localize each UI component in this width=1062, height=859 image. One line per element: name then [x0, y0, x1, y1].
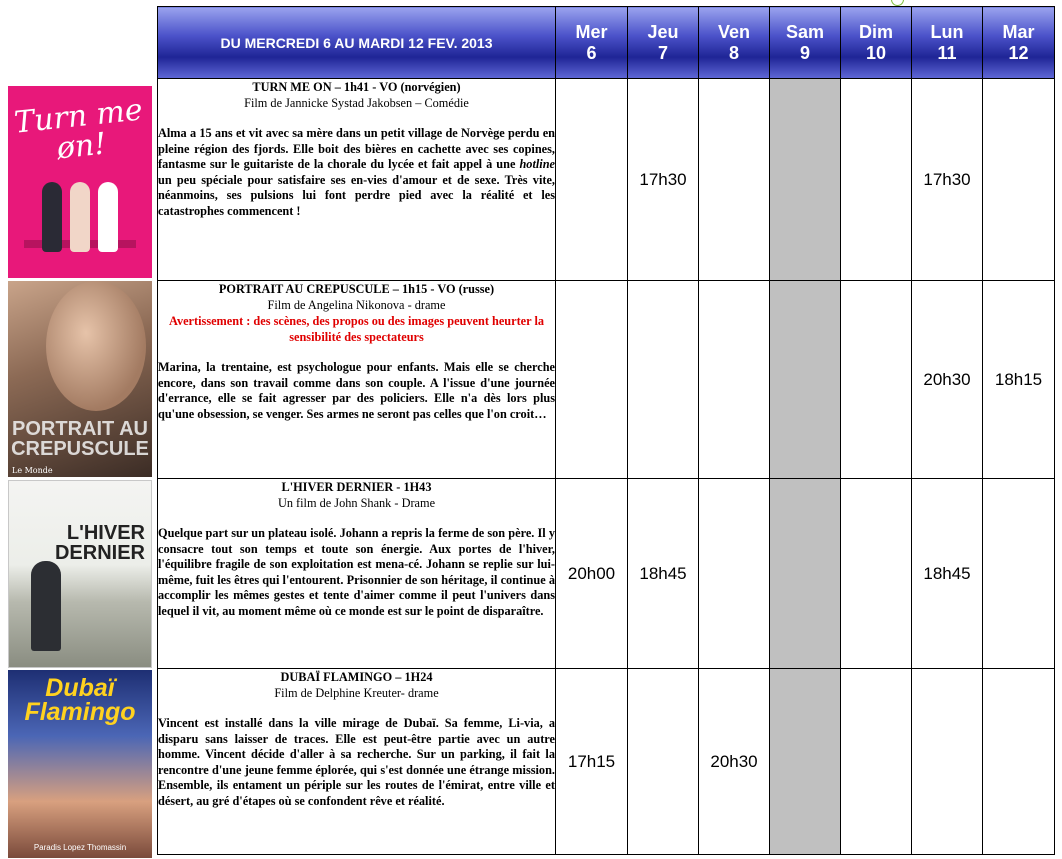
- film-title: L'HIVER DERNIER - 1H43: [281, 480, 432, 494]
- showtime-cell[interactable]: [699, 281, 770, 479]
- film-title: DUBAÏ FLAMINGO – 1H24: [280, 670, 433, 684]
- film-row: [158, 669, 1055, 855]
- showtime-cell[interactable]: [628, 281, 699, 479]
- film-info-cell: [158, 669, 556, 855]
- day-header-thu: Jeu 7: [628, 7, 699, 79]
- showtime-cell[interactable]: [556, 79, 628, 281]
- film-info-cell: [158, 79, 556, 281]
- showtime-cell[interactable]: 20h00: [556, 479, 628, 669]
- period-heading: DU MERCREDI 6 AU MARDI 12 FEV. 2013: [158, 7, 556, 79]
- showtime-cell[interactable]: 18h45: [628, 479, 699, 669]
- showtime-cell-saturday: [770, 281, 841, 479]
- showtime-cell[interactable]: [912, 669, 983, 855]
- day-header-tue: Mar 12: [983, 7, 1055, 79]
- showtime-cell[interactable]: [628, 669, 699, 855]
- header-row: [158, 7, 1055, 79]
- poster-title-text: PORTRAIT AU CREPUSCULE: [11, 418, 149, 460]
- film-synopsis: Marina, la trentaine, est psychologue pour enfants. Mais elle se cherche encore, dans son travail comme dans son couple. A l'issue d'une journée d'errance, elle se fait agresser par des policiers. Elle n'a dès lors plus qu'une obsession, se venger. Ses armes ne seront pas celles que l'on croit…: [158, 360, 555, 421]
- film-credit: Film de Angelina Nikonova - drame: [267, 298, 446, 312]
- day-header-fri: Ven 8: [699, 7, 770, 79]
- film-info-cell: [158, 479, 556, 669]
- film-title: PORTRAIT AU CREPUSCULE – 1h15 - VO (russe): [218, 282, 495, 296]
- showtime-cell[interactable]: 17h30: [912, 79, 983, 281]
- showtime-cell[interactable]: [699, 79, 770, 281]
- showtime-cell[interactable]: [983, 669, 1055, 855]
- day-header-sat: Sam 9: [770, 7, 841, 79]
- poster-figure-shape: [70, 182, 90, 252]
- film-credit: Un film de John Shank - Drame: [277, 496, 436, 510]
- showtime-cell[interactable]: 20h30: [912, 281, 983, 479]
- showtime-cell[interactable]: 17h15: [556, 669, 628, 855]
- film-info-cell: [158, 281, 556, 479]
- showtime-cell[interactable]: [841, 79, 912, 281]
- poster-figure-shape: [31, 561, 61, 651]
- film-synopsis: Quelque part sur un plateau isolé. Johann a repris la ferme de son père. Il y consacre tout son temps et toute son énergie. Aux portes de l'hiver, l'équilibre fragile de son exploitation est mena-cé. Johann se replie sur lui-même, fuit les êtres qui l'entourent. Prisonnier de son héritage, il continue à accomplir les mêmes gestes et tente d'aimer comme il peut l'univers dans lequel il vit, au moment même où ce monde est sur le point de disparaître.: [158, 526, 555, 618]
- poster-brand-text: Le Monde: [12, 466, 53, 475]
- showtime-cell[interactable]: 20h30: [699, 669, 770, 855]
- film-credit: Film de Delphine Kreuter- drame: [274, 686, 439, 700]
- showtime-cell[interactable]: 18h15: [983, 281, 1055, 479]
- film-title: TURN ME ON – 1h41 - VO (norvégien): [252, 80, 461, 94]
- poster-turn-me-on[interactable]: [8, 86, 152, 278]
- poster-figure-shape: [42, 182, 62, 252]
- poster-credits-text: Paradis Lopez Thomassin: [33, 843, 127, 852]
- poster-portrait-au-crepuscule[interactable]: [8, 281, 152, 477]
- showtime-cell-saturday: [770, 669, 841, 855]
- poster-figure-shape: [98, 182, 118, 252]
- showtime-cell[interactable]: [556, 281, 628, 479]
- film-row: [158, 281, 1055, 479]
- film-row: [158, 479, 1055, 669]
- posters-column: [0, 0, 157, 859]
- poster-title-text: Dubaï Flamingo: [24, 674, 136, 726]
- showtime-cell[interactable]: [841, 479, 912, 669]
- showtime-cell[interactable]: [983, 79, 1055, 281]
- showtime-cell[interactable]: [841, 281, 912, 479]
- film-synopsis: Alma a 15 ans et vit avec sa mère dans un petit village de Norvège perdu en pleine région des fjords. Elle boit des bières en cachette avec ses copines, fantasme sur le guitariste de la chorale du lycée et fait appel à une hotline un peu spéciale pour satisfaire ses en-vies d'amour et de sexe. Très vite, néanmoins, ses pulsions lui font perdre pied avec la réalité et les catastrophes commencent !: [158, 126, 555, 218]
- poster-face-shape: [46, 281, 146, 411]
- day-header-wed: Mer 6: [556, 7, 628, 79]
- film-credit: Film de Jannicke Systad Jakobsen – Comédie: [244, 96, 469, 110]
- showtime-cell[interactable]: [841, 669, 912, 855]
- showtime-cell-saturday: [770, 479, 841, 669]
- poster-dubai-flamingo[interactable]: [8, 670, 152, 858]
- showtime-cell[interactable]: [983, 479, 1055, 669]
- poster-title-text: L'HIVER DERNIER: [54, 522, 145, 564]
- schedule-table: [157, 6, 1055, 855]
- film-warning: Avertissement : des scènes, des propos ou des images peuvent heurter la sensibilité des spectateurs: [168, 314, 545, 344]
- film-synopsis: Vincent est installé dans la ville mirage de Dubaï. Sa femme, Li-via, a disparu sans laisser de traces. Elle est peut-être partie avec un autre homme. Vincent décide d'aller à sa recherche. Sur un parking, il fait la rencontre d'une jeune femme éplorée, qui s'est donnée une étrange mission. Ensemble, ils entament un périple sur les routes de l'émirat, entre ville et désert, au gré d'étapes où se confondent rêve et réalité.: [158, 716, 555, 808]
- showtime-cell[interactable]: [699, 479, 770, 669]
- showtime-cell[interactable]: 18h45: [912, 479, 983, 669]
- film-row: [158, 79, 1055, 281]
- showtime-cell[interactable]: 17h30: [628, 79, 699, 281]
- poster-title-text: Turn me øn!: [12, 92, 145, 167]
- day-header-sun: Dim 10: [841, 7, 912, 79]
- day-header-mon: Lun 11: [912, 7, 983, 79]
- poster-l-hiver-dernier[interactable]: [8, 480, 152, 668]
- showtime-cell-saturday: [770, 79, 841, 281]
